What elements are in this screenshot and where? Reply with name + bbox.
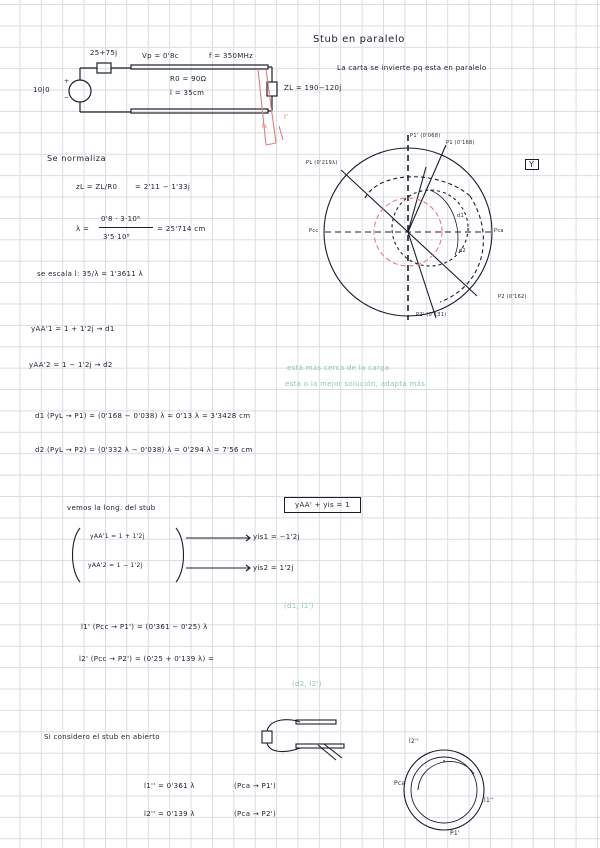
- line-length: l = 35cm: [170, 89, 205, 97]
- stub-length-title: vemos la long. del stub: [67, 504, 156, 512]
- yaa2-row: yAA'2 = 1 − 1'2j: [88, 562, 143, 569]
- distance-d1: d1 (PyL → P1) = (0'168 − 0'038) λ = 0'13 λ = 3'3428 cm: [35, 412, 251, 420]
- source-voltage: 10|0: [33, 86, 50, 94]
- lambda-numerator: 0'8 · 3·10⁸: [101, 215, 141, 223]
- solution-pair-1: (d1, l1'): [284, 602, 314, 610]
- load-impedance: ZL = 190−120j: [284, 84, 342, 92]
- circle-label-pca: Pca: [394, 780, 406, 787]
- smith-label-d1: d1: [457, 213, 464, 219]
- lambda-result: = 25'714 cm: [157, 225, 206, 233]
- zl-result: = 2'11 − 1'33j: [135, 183, 191, 191]
- characteristic-impedance: R0 = 90Ω: [170, 75, 207, 83]
- solution-pair-2: (d2, l2'): [292, 680, 322, 688]
- source-impedance: 25+75j: [90, 49, 118, 57]
- page-subtitle: La carta se invierte pq esta en paralelo: [337, 64, 487, 72]
- minus-sign: −: [64, 94, 70, 101]
- stub-length-label: l': [284, 113, 289, 121]
- open-stub-l2-path: (Pca → P2'): [234, 810, 277, 818]
- scaled-length: se escala l: 35/λ = 1'3611 λ: [37, 270, 143, 278]
- yis2-row: yis2 = 1'2j: [253, 564, 294, 572]
- distance-d2: d2 (PyL → P2) = (0'332 λ − 0'038) λ = 0'294 λ = 7'56 cm: [35, 446, 253, 454]
- smith-label-pca: Pca: [494, 228, 504, 234]
- smith-label-d2: d2: [459, 248, 466, 254]
- page-title: Stub en paralelo: [313, 34, 405, 45]
- smith-label-pl: PL (0'219λ): [306, 160, 338, 166]
- circle-label-l2: l2'': [409, 738, 419, 745]
- yaa1-row: yAA'1 = 1 + 1'2j: [90, 533, 145, 540]
- smith-label-p2: P2 (0'162): [498, 294, 527, 300]
- smith-label-p1prime: P1' (0'068): [410, 133, 441, 139]
- note-line-1: está más cerca de la carga: [287, 364, 390, 372]
- lambda-lhs: λ =: [76, 225, 90, 233]
- admittance-1: yAA'1 = 1 + 1'2j → d1: [31, 325, 115, 333]
- phase-velocity: Vp = 0'8c: [142, 52, 179, 60]
- open-stub-l2: l2'' = 0'139 λ: [144, 810, 195, 818]
- smith-label-p2prime: P2' (0'131): [416, 312, 447, 318]
- open-stub-title: Si considero el stub en abierto: [44, 733, 160, 741]
- stub-length-l2: l2' (Pcc → P2') = (0'25 + 0'139 λ) =: [79, 655, 215, 663]
- circle-label-p1: P1': [450, 830, 460, 837]
- normalize-title: Se normaliza: [47, 154, 107, 163]
- open-stub-l1-path: (Pca → P1'): [234, 782, 277, 790]
- smith-label-pcc: Pcc: [309, 228, 319, 234]
- admittance-toggle-button[interactable]: Y: [525, 159, 539, 170]
- plus-sign: +: [64, 78, 70, 85]
- stub-label: ls: [262, 123, 268, 130]
- circle-label-l1: l1'': [484, 797, 494, 804]
- frequency: f = 350MHz: [209, 52, 254, 60]
- zl-formula: zL = ZL/R0: [76, 183, 118, 191]
- admittance-2: yAA'2 = 1 − 1'2j → d2: [29, 361, 113, 369]
- stub-length-l1: l1' (Pcc → P1') = (0'361 − 0'25) λ: [81, 623, 208, 631]
- yis1-row: yis1 = −1'2j: [253, 533, 300, 541]
- note-line-2: esta o la mejor solución, adapta más: [285, 380, 426, 388]
- open-stub-l1: l1'' = 0'361 λ: [144, 782, 195, 790]
- smith-label-p1: P1 (0'168): [446, 140, 475, 146]
- matching-condition-box: yAA' + yis = 1: [284, 497, 361, 513]
- lambda-denominator: 3'5·10⁸: [103, 233, 130, 241]
